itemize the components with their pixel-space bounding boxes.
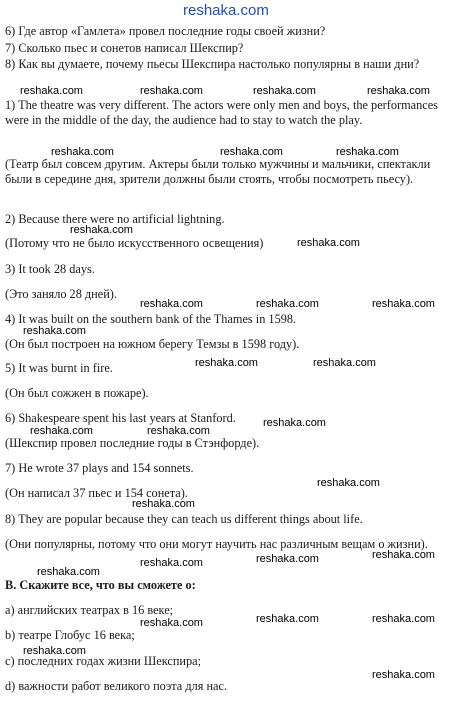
item-b-a: a) английских театрах в 16 веке; [5,603,174,617]
watermark: reshaka.com [256,613,319,625]
watermark: reshaka.com [20,85,83,97]
watermark: reshaka.com [313,357,376,369]
item-b-b: b) театре Глобус 16 века; [5,628,135,642]
watermark: reshaka.com [297,237,360,249]
watermark: reshaka.com [317,477,380,489]
answer-7-translation: (Он написал 37 пьес и 154 сонета). [5,486,188,500]
watermark: reshaka.com [23,645,86,657]
answer-8: 8) They are popular because they can teach us different things about life. [5,512,363,526]
watermark: reshaka.com [372,613,435,625]
question-6: 6) Где автор «Гамлета» провел последние годы своей жизни? [5,24,326,38]
watermark: reshaka.com [256,298,319,310]
watermark: reshaka.com [140,557,203,569]
watermark: reshaka.com [51,146,114,158]
answer-5: 5) It was burnt in fire. [5,361,113,375]
watermark: reshaka.com [140,617,203,629]
watermark: reshaka.com [37,566,100,578]
watermark: reshaka.com [70,224,133,236]
section-b-title: B. Скажите все, что вы сможете о: [5,578,196,592]
answer-6: 6) Shakespeare spent his last years at Stanford. [5,411,236,425]
watermark: reshaka.com [195,357,258,369]
watermark: reshaka.com [372,549,435,561]
watermark: reshaka.com [23,325,86,337]
watermark: reshaka.com [372,298,435,310]
question-7: 7) Сколько пьес и сонетов написал Шекспир? [5,41,244,55]
watermark: reshaka.com [256,553,319,565]
answer-2-translation: (Потому что не было искусственного освещения) [5,236,264,250]
answer-6-translation: (Шекспир провел последние годы в Стэнфорде). [5,436,260,450]
watermark: reshaka.com [372,669,435,681]
answer-4: 4) It was built on the southern bank of the Thames in 1598. [5,312,297,326]
item-b-c: c) последних годах жизни Шекспира; [5,654,202,668]
answer-1-translation: (Театр был совсем другим. Актеры были только мужчины и мальчики, спектакли были в середине дня, зрители должны были стоять, чтобы посмотреть пьесу). [5,157,431,186]
watermark: reshaka.com [263,417,326,429]
question-8: 8) Как вы думаете, почему пьесы Шекспира настолько популярны в наши дни? [5,57,420,71]
watermark: reshaka.com [253,85,316,97]
item-b-d: d) важности работ великого поэта для нас. [5,679,228,693]
answer-5-translation: (Он был сожжен в пожаре). [5,386,149,400]
watermark: reshaka.com [147,425,210,437]
watermark: reshaka.com [140,298,203,310]
answer-2: 2) Because there were no artificial lightning. [5,212,225,226]
watermark: reshaka.com [132,498,195,510]
watermark: reshaka.com [336,146,399,158]
answer-7: 7) He wrote 37 plays and 154 sonnets. [5,461,194,475]
answer-1: 1) The theatre was very different. The actors were only men and boys, the performances were in the middle of the day, the audience had to stay to watch the play. [5,98,438,127]
answer-4-translation: (Он был построен на южном берегу Темзы в 1598 году). [5,337,300,351]
watermark-top: reshaka.com [183,2,269,19]
answer-3-translation: (Это заняло 28 дней). [5,287,117,301]
watermark: reshaka.com [220,146,283,158]
answer-3: 3) It took 28 days. [5,262,95,276]
answer-8-translation: (Они популярны, потому что они могут научить нас различным вещам о жизни). [5,537,428,551]
watermark: reshaka.com [140,85,203,97]
watermark: reshaka.com [30,425,93,437]
watermark: reshaka.com [367,85,430,97]
